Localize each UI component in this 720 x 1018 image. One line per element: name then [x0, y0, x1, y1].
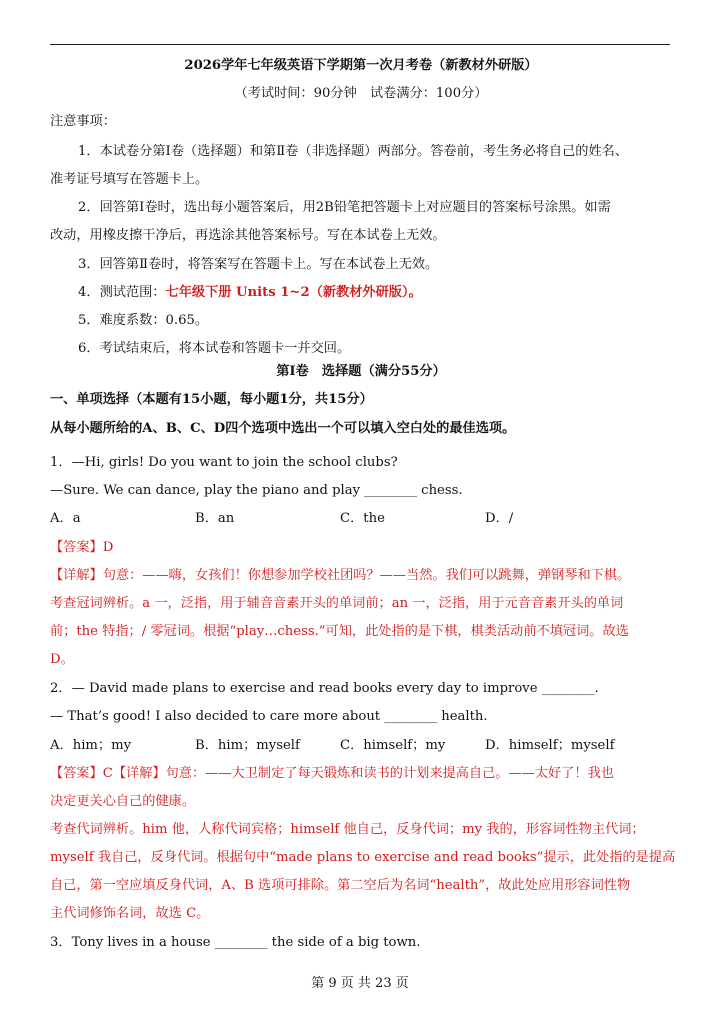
q2-option-c: C．himself；my: [340, 738, 446, 753]
note-1-line-1: 1．本试卷分第Ⅰ卷（选择题）和第Ⅱ卷（非选择题）两部分。答卷前，考生务必将自己的姓名、: [78, 144, 629, 159]
q2-analysis-line-1: 考查代词辨析。him 他，人称代词宾格；himself 他自己，反身代词；my 我的，形容词性物主代词；: [50, 822, 645, 837]
page-number: 第 9 页 共 23 页: [311, 976, 409, 991]
q1-detail-line-2: 考查冠词辨析。a 一，泛指，用于辅音音素开头的单词前；an 一，泛指，用于元音音素开头的单词: [50, 596, 624, 611]
q1-answer: 【答案】D: [50, 540, 114, 555]
q2-analysis-line-2: myself 我自己，反身代词。根据句中“made plans to exercise and read books”提示，此处指的是提高: [50, 850, 676, 865]
q1-stem-line-2: —Sure. We can dance, play the piano and play ________ chess.: [50, 483, 463, 498]
q2-option-a: A．him；my: [50, 738, 132, 753]
section-title: 第Ⅰ卷 选择题（满分55分）: [276, 364, 446, 379]
exam-subtitle: （考试时间：90分钟 试卷满分：100分）: [234, 86, 488, 101]
note-4: [50, 283, 672, 303]
q2-analysis-line-4: 主代词修饰名词，故选 C。: [50, 906, 210, 921]
note-2-line-2: 改动，用橡皮擦干净后，再选涂其他答案标号。写在本试卷上无效。: [50, 228, 446, 243]
q1-option-a: A．a: [50, 511, 81, 526]
q3-stem: 3．Tony lives in a house ________ the side of a big town.: [50, 935, 421, 950]
note-3: 3．回答第Ⅱ卷时，将答案写在答题卡上。写在本试卷上无效。: [78, 257, 439, 272]
q2-options: [50, 736, 672, 756]
note-5: 5．难度系数：0.65。: [78, 313, 209, 328]
q1-detail-line-1: 【详解】句意：——嗨，女孩们！你想参加学校社团吗？——当然。我们可以跳舞，弹钢琴和下棋。: [50, 568, 631, 583]
q2-stem-line-2: — That’s good! I also decided to care more about ________ health.: [50, 709, 488, 724]
q2-stem-line-1: 2．— David made plans to exercise and read books every day to improve ________.: [50, 681, 599, 696]
q1-options: [50, 509, 672, 529]
test-scope: 七年级下册 Units 1~2（新教材外研版）。: [165, 285, 422, 300]
q1-detail-line-4: D。: [50, 652, 74, 667]
notes-heading: 注意事项：: [50, 114, 116, 129]
note-1-line-2: 准考证号填写在答题卡上。: [50, 172, 209, 187]
note-6: 6．考试结束后，将本试卷和答题卡一并交回。: [78, 341, 351, 356]
note-4-prefix: 4．测试范围：: [78, 285, 166, 300]
q1-stem-line-1: 1．—Hi, girls! Do you want to join the school clubs?: [50, 455, 398, 470]
note-2-line-1: 2．回答第Ⅰ卷时，选出每小题答案后，用2B铅笔把答题卡上对应题目的答案标号涂黑。如需: [78, 200, 611, 215]
q1-option-b: B．an: [195, 511, 235, 526]
q2-answer-line-2: 决定更关心自己的健康。: [50, 794, 196, 809]
part-instruction: 从每小题所给的A、B、C、D四个选项中选出一个可以填入空白处的最佳选项。: [50, 421, 516, 436]
header-rule: [50, 44, 670, 45]
part-title: 一、单项选择（本题有15小题，每小题1分，共15分）: [50, 392, 373, 407]
q1-option-d: D．/: [485, 511, 514, 526]
q2-option-b: B．him；myself: [195, 738, 300, 753]
q2-option-d: D．himself；myself: [485, 738, 615, 753]
q1-detail-line-3: 前；the 特指；/ 零冠词。根据“play…chess.”可知，此处指的是下棋，棋类活动前不填冠词。故选: [50, 624, 629, 639]
q2-answer-line-1: 【答案】C【详解】句意：——大卫制定了每天锻炼和读书的计划来提高自己。——太好了！我也: [50, 766, 614, 781]
exam-title: 2026学年七年级英语下学期第一次月考卷（新教材外研版）: [184, 58, 538, 73]
q1-option-c: C．the: [340, 511, 385, 526]
q2-analysis-line-3: 自己，第一空应填反身代词，A、B 选项可排除。第二空后为名词“health”，故此处应用形容词性物: [50, 878, 631, 893]
